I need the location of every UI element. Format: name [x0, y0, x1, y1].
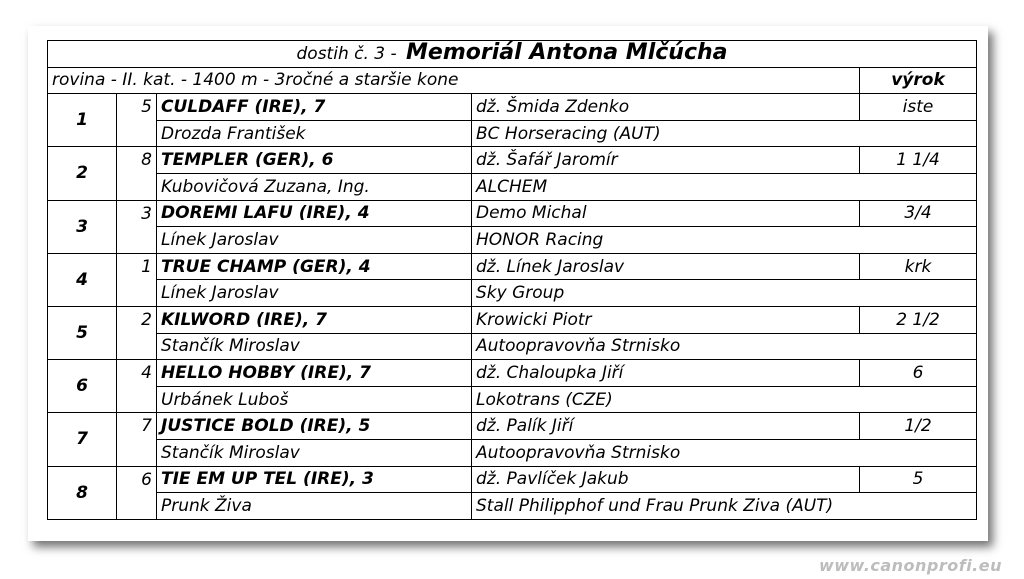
result-row: [48, 94, 977, 121]
jockey-name: dž. Šmida Zdenko: [472, 94, 860, 121]
result-row: [48, 200, 977, 227]
results-table: [47, 40, 977, 520]
owner-name: Autoopravovňa Strnisko: [472, 333, 977, 360]
finish-position: 8: [48, 466, 117, 519]
finish-margin: iste: [860, 94, 977, 121]
jockey-name: dž. Palík Jiří: [472, 413, 860, 440]
finish-position: 5: [48, 306, 117, 359]
saddle-number: 6: [117, 466, 157, 493]
saddle-number: 3: [117, 200, 157, 227]
finish-position: 4: [48, 253, 117, 306]
watermark: www.canonprofi.eu: [818, 556, 1002, 575]
owner-name: Sky Group: [472, 280, 977, 307]
trainer-name: Stančík Miroslav: [157, 333, 472, 360]
jockey-name: Krowicki Piotr: [472, 306, 860, 333]
finish-position: 7: [48, 413, 117, 466]
finish-position: 1: [48, 94, 117, 147]
result-row: [48, 466, 977, 493]
finish-margin: 2 1/2: [860, 306, 977, 333]
jockey-name: dž. Línek Jaroslav: [472, 253, 860, 280]
saddle-number: 8: [117, 147, 157, 174]
result-row: [48, 253, 977, 280]
horse-name: CULDAFF (IRE), 7: [157, 94, 472, 121]
jockey-name: dž. Pavlíček Jakub: [472, 466, 860, 493]
finish-margin: 1/2: [860, 413, 977, 440]
result-row: [48, 306, 977, 333]
jockey-name: Demo Michal: [472, 200, 860, 227]
trainer-name: Línek Jaroslav: [157, 280, 472, 307]
horse-name: TIE EM UP TEL (IRE), 3: [157, 466, 472, 493]
title-row: [48, 41, 977, 68]
finish-position: 2: [48, 147, 117, 200]
owner-name: HONOR Racing: [472, 227, 977, 254]
result-subrow: [48, 386, 977, 413]
jockey-name: dž. Šafář Jaromír: [472, 147, 860, 174]
saddle-number: 7: [117, 413, 157, 440]
owner-name: Stall Philipphof und Frau Prunk Ziva (AUT): [472, 493, 977, 520]
number-cell-empty: [117, 493, 157, 520]
number-cell-empty: [117, 439, 157, 466]
finish-margin: 3/4: [860, 200, 977, 227]
result-subrow: [48, 120, 977, 147]
number-cell-empty: [117, 227, 157, 254]
finish-margin: krk: [860, 253, 977, 280]
horse-name: JUSTICE BOLD (IRE), 5: [157, 413, 472, 440]
result-subrow: [48, 493, 977, 520]
owner-name: BC Horseracing (AUT): [472, 120, 977, 147]
finish-position: 6: [48, 360, 117, 413]
trainer-name: Kubovičová Zuzana, Ing.: [157, 173, 472, 200]
owner-name: Lokotrans (CZE): [472, 386, 977, 413]
margin-header: výrok: [860, 67, 977, 94]
number-cell-empty: [117, 120, 157, 147]
race-title: [48, 41, 977, 68]
result-row: [48, 413, 977, 440]
trainer-name: Stančík Miroslav: [157, 439, 472, 466]
conditions-row: [48, 67, 977, 94]
result-subrow: [48, 280, 977, 307]
race-name: Memoriál Antona Mlčúcha: [406, 40, 728, 66]
finish-margin: 6: [860, 360, 977, 387]
jockey-name: dž. Chaloupka Jiří: [472, 360, 860, 387]
saddle-number: 1: [117, 253, 157, 280]
race-prefix: dostih č. 3 -: [296, 44, 397, 65]
race-conditions: rovina - II. kat. - 1400 m - 3ročné a staršie kone: [48, 67, 860, 94]
horse-name: TEMPLER (GER), 6: [157, 147, 472, 174]
horse-name: TRUE CHAMP (GER), 4: [157, 253, 472, 280]
saddle-number: 5: [117, 94, 157, 121]
number-cell-empty: [117, 280, 157, 307]
finish-margin: 5: [860, 466, 977, 493]
finish-margin: 1 1/4: [860, 147, 977, 174]
result-row: [48, 360, 977, 387]
number-cell-empty: [117, 386, 157, 413]
horse-name: HELLO HOBBY (IRE), 7: [157, 360, 472, 387]
finish-position: 3: [48, 200, 117, 253]
owner-name: Autoopravovňa Strnisko: [472, 439, 977, 466]
saddle-number: 4: [117, 360, 157, 387]
horse-name: KILWORD (IRE), 7: [157, 306, 472, 333]
result-row: [48, 147, 977, 174]
horse-name: DOREMI LAFU (IRE), 4: [157, 200, 472, 227]
number-cell-empty: [117, 173, 157, 200]
result-subrow: [48, 227, 977, 254]
trainer-name: Urbánek Luboš: [157, 386, 472, 413]
result-subrow: [48, 173, 977, 200]
result-subrow: [48, 439, 977, 466]
trainer-name: Drozda František: [157, 120, 472, 147]
saddle-number: 2: [117, 306, 157, 333]
trainer-name: Prunk Živa: [157, 493, 472, 520]
number-cell-empty: [117, 333, 157, 360]
owner-name: ALCHEM: [472, 173, 977, 200]
trainer-name: Línek Jaroslav: [157, 227, 472, 254]
result-subrow: [48, 333, 977, 360]
